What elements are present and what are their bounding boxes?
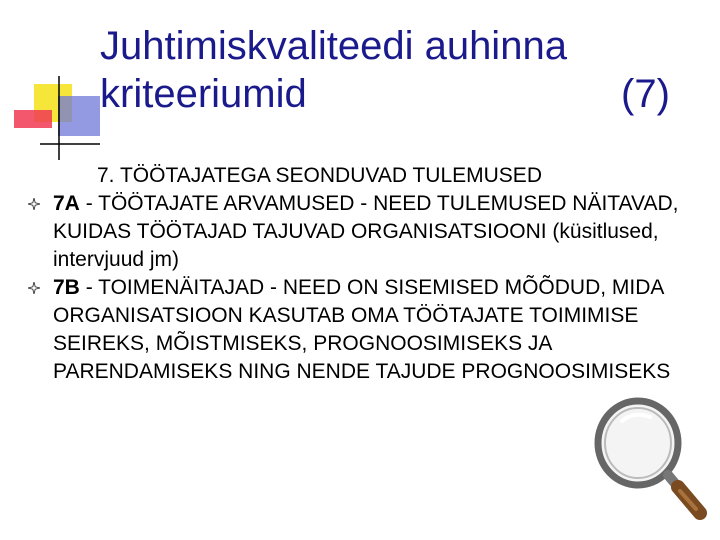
subheading: 7. TÖÖTAJATEGA SEONDUVAD TULEMUSED <box>97 164 542 187</box>
corner-decoration <box>0 0 100 165</box>
bullet-text: - TOIMENÄITAJAD - NEED ON SISEMISED MÕÕDUD, MIDA ORGANISATSIOON KASUTAB OMA TÖÖTAJATE TOIMIMISE SEIREKS, MÕISTMISEKS, PROGNOOSIMISEKS JA PARENDAMISEKS NING NENDE TAJUDE PROGNOOSIMISEKS <box>53 276 671 383</box>
bullet-7a <box>27 190 707 274</box>
red-block <box>14 110 52 128</box>
four-point-star-icon <box>27 274 41 302</box>
slide-title <box>100 22 680 118</box>
title-suffix: (7) <box>621 72 670 116</box>
title-line-1: Juhtimiskvaliteedi auhinna <box>100 24 567 68</box>
bullet-code: 7A <box>53 192 80 215</box>
title-line-2 <box>100 70 680 118</box>
slide-body <box>27 162 707 386</box>
bullet-text: - TÖÖTAJATE ARVAMUSED - NEED TULEMUSED NÄITAVAD, KUIDAS TÖÖTAJAD TAJUVAD ORGANISATSIOONI (küsitlused, intervjuud jm) <box>53 192 679 271</box>
bullet-code: 7B <box>53 276 80 299</box>
title-line-2-text: kriteeriumid <box>100 72 307 116</box>
magnifying-glass-icon <box>592 395 712 525</box>
blue-block <box>58 96 100 136</box>
bullet-7b <box>27 274 707 386</box>
four-point-star-icon <box>27 190 41 218</box>
